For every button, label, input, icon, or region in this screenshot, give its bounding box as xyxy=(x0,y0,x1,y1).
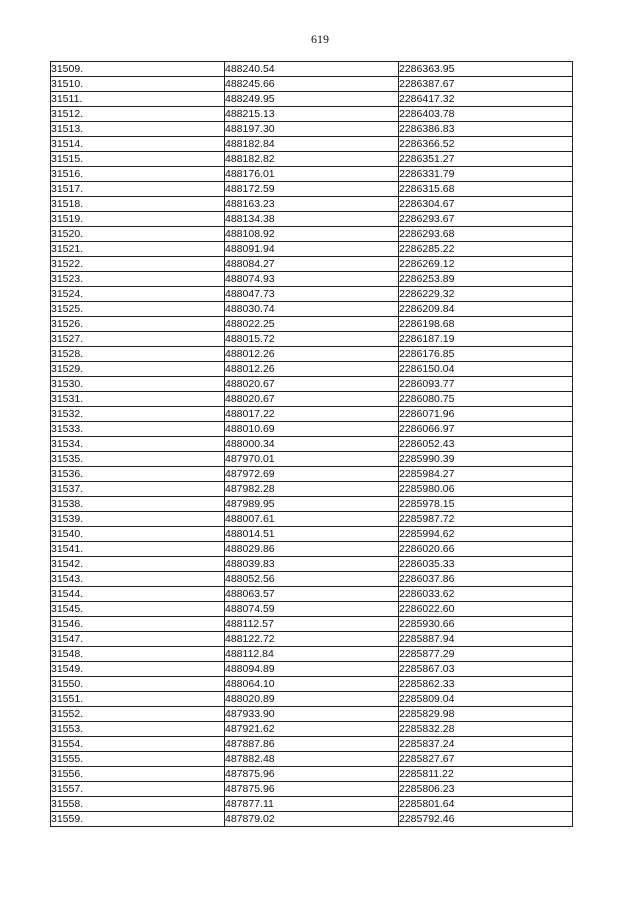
x-coordinate-cell: 488012.26 xyxy=(225,362,399,377)
y-coordinate-cell: 2286293.68 xyxy=(399,227,573,242)
y-coordinate-cell: 2286304.67 xyxy=(399,197,573,212)
table-row xyxy=(51,662,573,677)
x-coordinate-cell: 488022.25 xyxy=(225,317,399,332)
table-row xyxy=(51,737,573,752)
y-coordinate-cell: 2286269.12 xyxy=(399,257,573,272)
x-coordinate-cell: 488020.67 xyxy=(225,392,399,407)
table-row xyxy=(51,242,573,257)
x-coordinate-cell: 488172.59 xyxy=(225,182,399,197)
x-coordinate-cell: 487933.90 xyxy=(225,707,399,722)
table-row xyxy=(51,632,573,647)
table-row xyxy=(51,542,573,557)
x-coordinate-cell: 488030.74 xyxy=(225,302,399,317)
x-coordinate-cell: 487875.96 xyxy=(225,782,399,797)
point-number-cell: 31541. xyxy=(51,542,225,557)
y-coordinate-cell: 2285978.15 xyxy=(399,497,573,512)
table-row xyxy=(51,812,573,827)
y-coordinate-cell: 2285806.23 xyxy=(399,782,573,797)
point-number-cell: 31544. xyxy=(51,587,225,602)
y-coordinate-cell: 2286035.33 xyxy=(399,557,573,572)
y-coordinate-cell: 2286363.95 xyxy=(399,62,573,77)
point-number-cell: 31519. xyxy=(51,212,225,227)
y-coordinate-cell: 2286229.32 xyxy=(399,287,573,302)
point-number-cell: 31516. xyxy=(51,167,225,182)
y-coordinate-cell: 2286022.60 xyxy=(399,602,573,617)
y-coordinate-cell: 2286387.67 xyxy=(399,77,573,92)
point-number-cell: 31517. xyxy=(51,182,225,197)
y-coordinate-cell: 2286366.52 xyxy=(399,137,573,152)
x-coordinate-cell: 488052.56 xyxy=(225,572,399,587)
page-number: 619 xyxy=(311,32,329,46)
point-number-cell: 31557. xyxy=(51,782,225,797)
point-number-cell: 31559. xyxy=(51,812,225,827)
table-row xyxy=(51,347,573,362)
y-coordinate-cell: 2286253.89 xyxy=(399,272,573,287)
point-number-cell: 31511. xyxy=(51,92,225,107)
point-number-cell: 31545. xyxy=(51,602,225,617)
y-coordinate-cell: 2286020.66 xyxy=(399,542,573,557)
x-coordinate-cell: 488215.13 xyxy=(225,107,399,122)
point-number-cell: 31554. xyxy=(51,737,225,752)
table-row xyxy=(51,782,573,797)
y-coordinate-cell: 2285811.22 xyxy=(399,767,573,782)
coordinates-table xyxy=(50,61,573,827)
y-coordinate-cell: 2285829.98 xyxy=(399,707,573,722)
y-coordinate-cell: 2286417.32 xyxy=(399,92,573,107)
point-number-cell: 31527. xyxy=(51,332,225,347)
x-coordinate-cell: 488094.89 xyxy=(225,662,399,677)
x-coordinate-cell: 488020.67 xyxy=(225,377,399,392)
x-coordinate-cell: 488029.86 xyxy=(225,542,399,557)
x-coordinate-cell: 487982.28 xyxy=(225,482,399,497)
y-coordinate-cell: 2285994.62 xyxy=(399,527,573,542)
table-row xyxy=(51,122,573,137)
x-coordinate-cell: 488015.72 xyxy=(225,332,399,347)
y-coordinate-cell: 2286198.68 xyxy=(399,317,573,332)
table-row xyxy=(51,602,573,617)
point-number-cell: 31540. xyxy=(51,527,225,542)
point-number-cell: 31526. xyxy=(51,317,225,332)
y-coordinate-cell: 2286351.27 xyxy=(399,152,573,167)
y-coordinate-cell: 2285827.67 xyxy=(399,752,573,767)
point-number-cell: 31515. xyxy=(51,152,225,167)
y-coordinate-cell: 2285867.03 xyxy=(399,662,573,677)
table-row xyxy=(51,272,573,287)
table-row xyxy=(51,182,573,197)
point-number-cell: 31534. xyxy=(51,437,225,452)
x-coordinate-cell: 488014.51 xyxy=(225,527,399,542)
y-coordinate-cell: 2286386.83 xyxy=(399,122,573,137)
x-coordinate-cell: 488182.82 xyxy=(225,152,399,167)
point-number-cell: 31555. xyxy=(51,752,225,767)
y-coordinate-cell: 2285990.39 xyxy=(399,452,573,467)
table-row xyxy=(51,137,573,152)
y-coordinate-cell: 2285987.72 xyxy=(399,512,573,527)
x-coordinate-cell: 488039.83 xyxy=(225,557,399,572)
point-number-cell: 31532. xyxy=(51,407,225,422)
x-coordinate-cell: 488020.89 xyxy=(225,692,399,707)
point-number-cell: 31509. xyxy=(51,62,225,77)
point-number-cell: 31546. xyxy=(51,617,225,632)
x-coordinate-cell: 488197.30 xyxy=(225,122,399,137)
point-number-cell: 31512. xyxy=(51,107,225,122)
table-row xyxy=(51,257,573,272)
point-number-cell: 31525. xyxy=(51,302,225,317)
table-row xyxy=(51,497,573,512)
x-coordinate-cell: 488112.57 xyxy=(225,617,399,632)
point-number-cell: 31524. xyxy=(51,287,225,302)
x-coordinate-cell: 488074.93 xyxy=(225,272,399,287)
point-number-cell: 31551. xyxy=(51,692,225,707)
x-coordinate-cell: 488112.84 xyxy=(225,647,399,662)
table-row xyxy=(51,557,573,572)
x-coordinate-cell: 488064.10 xyxy=(225,677,399,692)
y-coordinate-cell: 2286150.04 xyxy=(399,362,573,377)
x-coordinate-cell: 488163.23 xyxy=(225,197,399,212)
y-coordinate-cell: 2285984.27 xyxy=(399,467,573,482)
x-coordinate-cell: 488010.69 xyxy=(225,422,399,437)
table-row xyxy=(51,527,573,542)
table-row xyxy=(51,422,573,437)
x-coordinate-cell: 487879.02 xyxy=(225,812,399,827)
point-number-cell: 31513. xyxy=(51,122,225,137)
point-number-cell: 31528. xyxy=(51,347,225,362)
y-coordinate-cell: 2286093.77 xyxy=(399,377,573,392)
table-row xyxy=(51,362,573,377)
table-row xyxy=(51,197,573,212)
table-row xyxy=(51,62,573,77)
table-row xyxy=(51,212,573,227)
y-coordinate-cell: 2285930.66 xyxy=(399,617,573,632)
point-number-cell: 31537. xyxy=(51,482,225,497)
table-row xyxy=(51,512,573,527)
table-row xyxy=(51,482,573,497)
x-coordinate-cell: 487877.11 xyxy=(225,797,399,812)
point-number-cell: 31530. xyxy=(51,377,225,392)
point-number-cell: 31514. xyxy=(51,137,225,152)
point-number-cell: 31556. xyxy=(51,767,225,782)
table-row xyxy=(51,677,573,692)
y-coordinate-cell: 2286052.43 xyxy=(399,437,573,452)
x-coordinate-cell: 487921.62 xyxy=(225,722,399,737)
point-number-cell: 31547. xyxy=(51,632,225,647)
y-coordinate-cell: 2286066.97 xyxy=(399,422,573,437)
x-coordinate-cell: 488063.57 xyxy=(225,587,399,602)
y-coordinate-cell: 2285862.33 xyxy=(399,677,573,692)
table-row xyxy=(51,92,573,107)
table-row xyxy=(51,707,573,722)
point-number-cell: 31529. xyxy=(51,362,225,377)
y-coordinate-cell: 2285832.28 xyxy=(399,722,573,737)
table-row xyxy=(51,752,573,767)
x-coordinate-cell: 488176.01 xyxy=(225,167,399,182)
y-coordinate-cell: 2285837.24 xyxy=(399,737,573,752)
table-row xyxy=(51,392,573,407)
table-row xyxy=(51,572,573,587)
table-row xyxy=(51,407,573,422)
point-number-cell: 31548. xyxy=(51,647,225,662)
point-number-cell: 31535. xyxy=(51,452,225,467)
point-number-cell: 31531. xyxy=(51,392,225,407)
point-number-cell: 31521. xyxy=(51,242,225,257)
x-coordinate-cell: 488108.92 xyxy=(225,227,399,242)
table-row xyxy=(51,302,573,317)
x-coordinate-cell: 488245.66 xyxy=(225,77,399,92)
x-coordinate-cell: 488084.27 xyxy=(225,257,399,272)
point-number-cell: 31552. xyxy=(51,707,225,722)
x-coordinate-cell: 488047.73 xyxy=(225,287,399,302)
table-row xyxy=(51,467,573,482)
y-coordinate-cell: 2286293.67 xyxy=(399,212,573,227)
x-coordinate-cell: 487887.86 xyxy=(225,737,399,752)
point-number-cell: 31558. xyxy=(51,797,225,812)
point-number-cell: 31538. xyxy=(51,497,225,512)
x-coordinate-cell: 488017.22 xyxy=(225,407,399,422)
table-row xyxy=(51,692,573,707)
point-number-cell: 31510. xyxy=(51,77,225,92)
y-coordinate-cell: 2286315.68 xyxy=(399,182,573,197)
x-coordinate-cell: 488007.61 xyxy=(225,512,399,527)
y-coordinate-cell: 2286071.96 xyxy=(399,407,573,422)
table-row xyxy=(51,722,573,737)
y-coordinate-cell: 2285809.04 xyxy=(399,692,573,707)
y-coordinate-cell: 2286209.84 xyxy=(399,302,573,317)
x-coordinate-cell: 488182.84 xyxy=(225,137,399,152)
x-coordinate-cell: 487875.96 xyxy=(225,767,399,782)
y-coordinate-cell: 2285792.46 xyxy=(399,812,573,827)
point-number-cell: 31518. xyxy=(51,197,225,212)
x-coordinate-cell: 488134.38 xyxy=(225,212,399,227)
point-number-cell: 31522. xyxy=(51,257,225,272)
x-coordinate-cell: 488074.59 xyxy=(225,602,399,617)
y-coordinate-cell: 2286331.79 xyxy=(399,167,573,182)
coordinates-table-body xyxy=(51,62,573,827)
x-coordinate-cell: 487970.01 xyxy=(225,452,399,467)
y-coordinate-cell: 2285980.06 xyxy=(399,482,573,497)
x-coordinate-cell: 487989.95 xyxy=(225,497,399,512)
table-row xyxy=(51,767,573,782)
table-row xyxy=(51,152,573,167)
x-coordinate-cell: 488000.34 xyxy=(225,437,399,452)
point-number-cell: 31520. xyxy=(51,227,225,242)
table-row xyxy=(51,452,573,467)
y-coordinate-cell: 2286176.85 xyxy=(399,347,573,362)
x-coordinate-cell: 487882.48 xyxy=(225,752,399,767)
y-coordinate-cell: 2286285.22 xyxy=(399,242,573,257)
table-row xyxy=(51,647,573,662)
x-coordinate-cell: 488249.95 xyxy=(225,92,399,107)
point-number-cell: 31539. xyxy=(51,512,225,527)
y-coordinate-cell: 2285877.29 xyxy=(399,647,573,662)
table-row xyxy=(51,317,573,332)
x-coordinate-cell: 488091.94 xyxy=(225,242,399,257)
table-row xyxy=(51,287,573,302)
table-row xyxy=(51,77,573,92)
table-row xyxy=(51,167,573,182)
y-coordinate-cell: 2286037.86 xyxy=(399,572,573,587)
table-row xyxy=(51,617,573,632)
point-number-cell: 31550. xyxy=(51,677,225,692)
point-number-cell: 31536. xyxy=(51,467,225,482)
point-number-cell: 31549. xyxy=(51,662,225,677)
point-number-cell: 31542. xyxy=(51,557,225,572)
x-coordinate-cell: 488122.72 xyxy=(225,632,399,647)
y-coordinate-cell: 2286187.19 xyxy=(399,332,573,347)
y-coordinate-cell: 2286403.78 xyxy=(399,107,573,122)
point-number-cell: 31533. xyxy=(51,422,225,437)
point-number-cell: 31523. xyxy=(51,272,225,287)
x-coordinate-cell: 487972.69 xyxy=(225,467,399,482)
table-row xyxy=(51,377,573,392)
table-row xyxy=(51,227,573,242)
y-coordinate-cell: 2286033.62 xyxy=(399,587,573,602)
table-row xyxy=(51,332,573,347)
y-coordinate-cell: 2285887.94 xyxy=(399,632,573,647)
point-number-cell: 31543. xyxy=(51,572,225,587)
y-coordinate-cell: 2286080.75 xyxy=(399,392,573,407)
table-row xyxy=(51,587,573,602)
point-number-cell: 31553. xyxy=(51,722,225,737)
table-row xyxy=(51,437,573,452)
x-coordinate-cell: 488012.26 xyxy=(225,347,399,362)
y-coordinate-cell: 2285801.64 xyxy=(399,797,573,812)
table-row xyxy=(51,107,573,122)
x-coordinate-cell: 488240.54 xyxy=(225,62,399,77)
table-row xyxy=(51,797,573,812)
